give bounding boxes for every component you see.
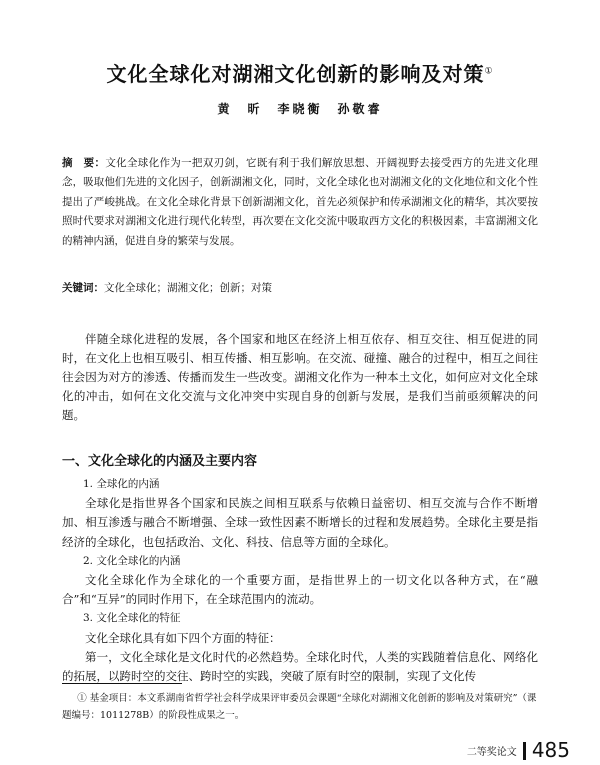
paragraph-4: 第一，文化全球化是文化时代的必然趋势。全球化时代，人类的实践随着信息化、网络化的拓展，以跨时空的交往、跨时空的实践，突破了原有时空的限制，实现了文化传	[62, 649, 538, 684]
title-text: 文化全球化对湖湘文化创新的影响及对策	[106, 62, 485, 86]
keywords	[62, 280, 538, 296]
intro-paragraph: 伴随全球化进程的发展，各个国家和地区在经济上相互依存、相互交往、相互促进的同时，在文化上也相互吸引、相互传播、相互影响。在交流、碰撞、融合的过程中，相互之间往往会因为对方的渗透、传播而发生一些改变。湖湘文化作为一种本土文化，如何应对文化全球化的冲击，如何在文化交流与文化冲突中实现自身的创新与发展，是我们当前亟须解决的问题。	[62, 332, 538, 422]
keywords-text: 文化全球化；湖湘文化；创新；对策	[104, 282, 272, 294]
subheading-3: 3. 文化全球化的特征	[83, 612, 181, 625]
authors: 黄 昕 李晓衡 孙敬睿	[217, 102, 383, 116]
abstract-label: 摘 要：	[62, 157, 106, 169]
section-heading: 一、文化全球化的内涵及主要内容	[62, 454, 258, 469]
subheading-2: 2. 文化全球化的内涵	[83, 554, 181, 567]
paper-title	[0, 58, 600, 87]
paragraph-3: 文化全球化具有如下四个方面的特征：	[85, 630, 281, 645]
title-footnote-marker: ①	[484, 66, 494, 77]
abstract-text: 文化全球化作为一把双刃剑，它既有利于我们解放思想、开阔视野去接受西方的先进文化理念，吸取他们先进的文化因子，创新湖湘文化，同时，文化全球化也对湖湘文化的文化地位和文化个性提出了严峻挑战。在文化全球化背景下创新湖湘文化，首先必须保护和传承湖湘文化的精华，其次要按照时代要求对湖湘文化进行现代化转型，再次要在文化交流中吸取西方文化的积极因素，丰富湖湘文化的精神内涵，促进自身的繁荣与发展。	[62, 157, 539, 247]
footnote-divider	[62, 683, 182, 684]
footer-bar	[523, 742, 526, 760]
paragraph-2: 文化全球化作为全球化的一个重要方面，是指世界上的一切文化以各种方式，在“融合”和“互异”的同时作用下，在全球范围内的流动。	[62, 573, 538, 607]
section-body	[62, 475, 538, 686]
keywords-label: 关键词：	[62, 282, 104, 294]
page-number: 485	[531, 738, 570, 762]
paragraph-1: 全球化是指世界各个国家和民族之间相互联系与依赖日益密切、相互交流与合作不断增加、相互渗透与融合不断增强、全球一致性因素不断增长的过程和发展趋势。全球化主要是指经济的全球化，也包括政治、文化、科技、信息等方面的全球化。	[62, 496, 538, 549]
abstract	[62, 154, 538, 251]
page-footer	[467, 740, 570, 760]
journal-label: 二等奖论文	[466, 747, 517, 758]
footnote: ① 基金项目：本文系湖南省哲学社会科学成果评审委员会课题“全球化对湖湘文化创新的影响及对策研究”（课题编号：1011278B）的阶段性成果之一。	[62, 693, 537, 721]
subheading-1: 1. 全球化的内涵	[83, 478, 160, 490]
